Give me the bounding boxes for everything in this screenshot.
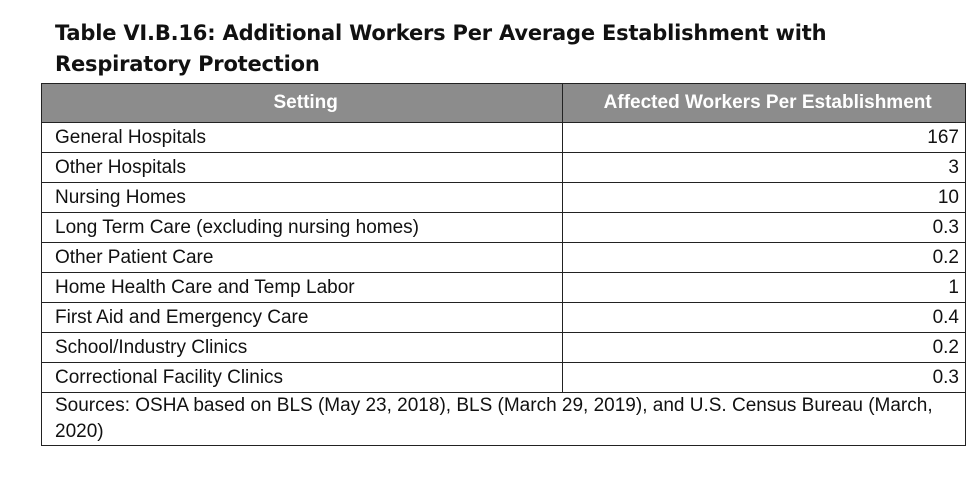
table-body xyxy=(42,123,966,446)
table-row xyxy=(42,303,966,333)
value-cell: 1 xyxy=(563,273,966,303)
table-row xyxy=(42,243,966,273)
value-cell: 0.2 xyxy=(563,243,966,273)
source-note: Sources: OSHA based on BLS (May 23, 2018), BLS (March 29, 2019), and U.S. Census Bureau (March, 2020) xyxy=(42,393,966,446)
value-cell: 10 xyxy=(563,183,966,213)
value-cell: 0.2 xyxy=(563,333,966,363)
header-affected-workers: Affected Workers Per Establishment xyxy=(563,84,966,123)
workers-table xyxy=(41,83,966,446)
value-cell: 0.4 xyxy=(563,303,966,333)
table-row xyxy=(42,333,966,363)
table-row xyxy=(42,213,966,243)
setting-cell: Correctional Facility Clinics xyxy=(42,363,563,393)
header-setting: Setting xyxy=(42,84,563,123)
setting-cell: Home Health Care and Temp Labor xyxy=(42,273,563,303)
value-cell: 3 xyxy=(563,153,966,183)
table-row xyxy=(42,123,966,153)
setting-cell: School/Industry Clinics xyxy=(42,333,563,363)
source-row xyxy=(42,393,966,446)
table-row xyxy=(42,363,966,393)
header-row xyxy=(42,84,966,123)
table-header xyxy=(42,84,966,123)
setting-cell: Other Patient Care xyxy=(42,243,563,273)
setting-cell: First Aid and Emergency Care xyxy=(42,303,563,333)
value-cell: 0.3 xyxy=(563,363,966,393)
value-cell: 0.3 xyxy=(563,213,966,243)
setting-cell: Long Term Care (excluding nursing homes) xyxy=(42,213,563,243)
setting-cell: Other Hospitals xyxy=(42,153,563,183)
setting-cell: General Hospitals xyxy=(42,123,563,153)
table-row xyxy=(42,153,966,183)
table-caption: Table VI.B.16: Additional Workers Per Average Establishment with Respiratory Protection xyxy=(55,21,827,76)
value-cell: 167 xyxy=(563,123,966,153)
table-row xyxy=(42,273,966,303)
setting-cell: Nursing Homes xyxy=(42,183,563,213)
table-row xyxy=(42,183,966,213)
